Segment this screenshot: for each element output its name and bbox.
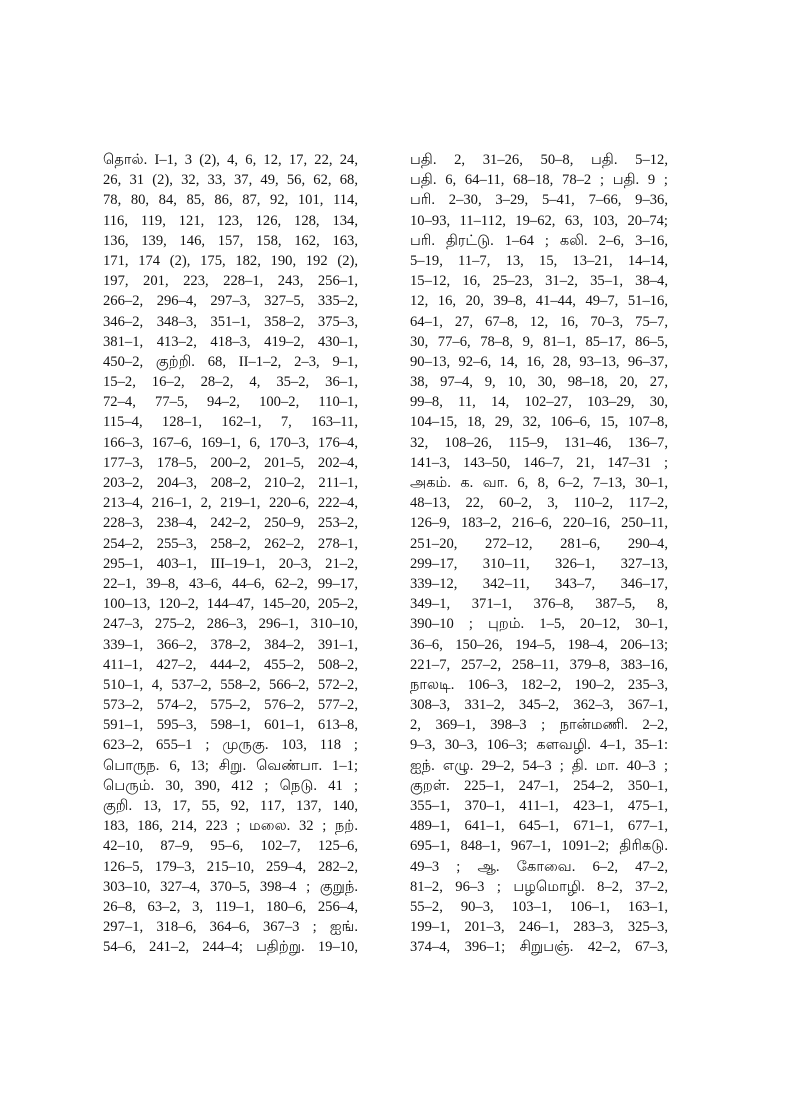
text-line: 81–2, 96–3 ; பழமொழி. 8–2, 37–2,: [410, 878, 668, 895]
text-line: 295–1, 403–1, III–19–1, 20–3, 21–2,: [103, 555, 358, 572]
text-line: 213–4, 216–1, 2, 219–1, 220–6, 222–4,: [103, 495, 358, 512]
text-line: 573–2, 574–2, 575–2, 576–2, 577–2,: [103, 697, 358, 714]
text-line: 36–6, 150–26, 194–5, 198–4, 206–13;: [410, 636, 668, 653]
text-line: 2, 369–1, 398–3 ; நான்மணி. 2–2,: [410, 717, 668, 734]
text-line: 141–3, 143–50, 146–7, 21, 147–31 ;: [410, 454, 668, 471]
text-line: 308–3, 331–2, 345–2, 362–3, 367–1,: [410, 697, 668, 714]
text-line: 489–1, 641–1, 645–1, 671–1, 677–1,: [410, 818, 668, 835]
text-line: 22–1, 39–8, 43–6, 44–6, 62–2, 99–17,: [103, 575, 358, 592]
text-line: 247–3, 275–2, 286–3, 296–1, 310–10,: [103, 616, 358, 633]
text-line: 339–12, 342–11, 343–7, 346–17,: [410, 575, 668, 592]
text-line: 10–93, 11–112, 19–62, 63, 103, 20–74;: [410, 212, 668, 229]
text-line: 339–1, 366–2, 378–2, 384–2, 391–1,: [103, 636, 358, 653]
text-line: 12, 16, 20, 39–8, 41–44, 49–7, 51–16,: [410, 293, 668, 310]
text-line: 55–2, 90–3, 103–1, 106–1, 163–1,: [410, 898, 668, 915]
text-line: 54–6, 241–2, 244–4; பதிற்று. 19–10,: [103, 939, 358, 956]
text-line: 72–4, 77–5, 94–2, 100–2, 110–1,: [103, 394, 358, 411]
text-line: தொல். I–1, 3 (2), 4, 6, 12, 17, 22, 24,: [103, 152, 358, 168]
text-line: நாலடி. 106–3, 182–2, 190–2, 235–3,: [410, 676, 668, 693]
text-line: 42–10, 87–9, 95–6, 102–7, 125–6,: [103, 838, 358, 855]
text-line: 104–15, 18, 29, 32, 106–6, 15, 107–8,: [410, 414, 668, 431]
text-line: 136, 139, 146, 157, 158, 162, 163,: [103, 232, 358, 249]
text-line: 48–13, 22, 60–2, 3, 110–2, 117–2,: [410, 495, 668, 512]
text-line: 510–1, 4, 537–2, 558–2, 566–2, 572–2,: [103, 676, 358, 693]
text-line: 15–12, 16, 25–23, 31–2, 35–1, 38–4,: [410, 273, 668, 290]
text-line: 30, 77–6, 78–8, 9, 81–1, 85–17, 86–5,: [410, 333, 668, 350]
text-line: 695–1, 848–1, 967–1, 1091–2; திரிகடு.: [410, 838, 668, 855]
text-line: 9–3, 30–3, 106–3; களவழி. 4–1, 35–1:: [410, 737, 668, 754]
text-line: 450–2, குற்றி. 68, II–1–2, 2–3, 9–1,: [103, 353, 358, 370]
text-line: 26, 31 (2), 32, 33, 37, 49, 56, 62, 68,: [103, 172, 358, 189]
text-line: ஐந். எழு. 29–2, 54–3 ; தி. மா. 40–3 ;: [410, 757, 668, 774]
left-column: [103, 150, 358, 958]
text-line: 346–2, 348–3, 351–1, 358–2, 375–3,: [103, 313, 358, 330]
text-line: 411–1, 427–2, 444–2, 455–2, 508–2,: [103, 656, 358, 673]
text-line: 49–3 ; ஆ. கோவை. 6–2, 47–2,: [410, 858, 668, 875]
text-line: 99–8, 11, 14, 102–27, 103–29, 30,: [410, 394, 668, 411]
text-line: 228–3, 238–4, 242–2, 250–9, 253–2,: [103, 515, 358, 532]
text-line: 166–3, 167–6, 169–1, 6, 170–3, 176–4,: [103, 434, 358, 451]
text-line: 254–2, 255–3, 258–2, 262–2, 278–1,: [103, 535, 358, 552]
text-line: 221–7, 257–2, 258–11, 379–8, 383–16,: [410, 656, 668, 673]
text-line: 115–4, 128–1, 162–1, 7, 163–11,: [103, 414, 358, 431]
text-line: 183, 186, 214, 223 ; மலை. 32 ; நற்.: [103, 818, 358, 835]
text-line: குறி. 13, 17, 55, 92, 117, 137, 140,: [103, 798, 358, 814]
text-line: 197, 201, 223, 228–1, 243, 256–1,: [103, 273, 358, 290]
text-line: 26–8, 63–2, 3, 119–1, 180–6, 256–4,: [103, 898, 358, 915]
text-line: 126–5, 179–3, 215–10, 259–4, 282–2,: [103, 858, 358, 875]
text-line: 203–2, 204–3, 208–2, 210–2, 211–1,: [103, 475, 358, 491]
text-line: பொருந. 6, 13; சிறு. வெண்பா. 1–1;: [103, 757, 358, 774]
text-line: 381–1, 413–2, 418–3, 419–2, 430–1,: [103, 333, 358, 350]
text-line: பரி. திரட்டு. 1–64 ; கலி. 2–6, 3–16,: [410, 232, 668, 249]
text-line: 32, 108–26, 115–9, 131–46, 136–7,: [410, 434, 668, 451]
text-line: 177–3, 178–5, 200–2, 201–5, 202–4,: [103, 454, 358, 471]
text-line: 15–2, 16–2, 28–2, 4, 35–2, 36–1,: [103, 374, 358, 391]
text-line: 171, 174 (2), 175, 182, 190, 192 (2),: [103, 252, 358, 269]
text-line: 374–4, 396–1; சிறுபஞ். 42–2, 67–3,: [410, 939, 668, 956]
text-line: 126–9, 183–2, 216–6, 220–16, 250–11,: [410, 515, 668, 532]
text-line: 623–2, 655–1 ; முருகு. 103, 118 ;: [103, 737, 358, 754]
text-line: 390–10 ; புறம். 1–5, 20–12, 30–1,: [410, 616, 668, 633]
text-line: 266–2, 296–4, 297–3, 327–5, 335–2,: [103, 293, 358, 310]
text-line: பெரும். 30, 390, 412 ; நெடு. 41 ;: [103, 777, 358, 794]
text-line: பதி. 6, 64–11, 68–18, 78–2 ; பதி. 9 ;: [410, 172, 668, 189]
text-line: 78, 80, 84, 85, 86, 87, 92, 101, 114,: [103, 192, 358, 209]
text-line: 299–17, 310–11, 326–1, 327–13,: [410, 555, 668, 572]
text-line: 349–1, 371–1, 376–8, 387–5, 8,: [410, 596, 668, 613]
text-line: 5–19, 11–7, 13, 15, 13–21, 14–14,: [410, 252, 668, 269]
text-line: 297–1, 318–6, 364–6, 367–3 ; ஐங்.: [103, 919, 358, 936]
text-line: 303–10, 327–4, 370–5, 398–4 ; குறுந்.: [103, 878, 358, 895]
text-line: 355–1, 370–1, 411–1, 423–1, 475–1,: [410, 798, 668, 814]
text-line: 100–13, 120–2, 144–47, 145–20, 205–2,: [103, 596, 358, 613]
text-line: பரி. 2–30, 3–29, 5–41, 7–66, 9–36,: [410, 192, 668, 209]
text-line: 591–1, 595–3, 598–1, 601–1, 613–8,: [103, 717, 358, 734]
text-line: 199–1, 201–3, 246–1, 283–3, 325–3,: [410, 919, 668, 936]
right-column: [410, 150, 668, 958]
text-line: 251–20, 272–12, 281–6, 290–4,: [410, 535, 668, 552]
text-line: 64–1, 27, 67–8, 12, 16, 70–3, 75–7,: [410, 313, 668, 330]
text-line: 38, 97–4, 9, 10, 30, 98–18, 20, 27,: [410, 374, 668, 391]
text-line: பதி. 2, 31–26, 50–8, பதி. 5–12,: [410, 152, 668, 168]
text-line: அகம். க. வா. 6, 8, 6–2, 7–13, 30–1,: [410, 475, 668, 491]
text-line: 90–13, 92–6, 14, 16, 28, 93–13, 96–37,: [410, 353, 668, 370]
text-line: 116, 119, 121, 123, 126, 128, 134,: [103, 212, 358, 229]
text-line: குறள். 225–1, 247–1, 254–2, 350–1,: [410, 777, 668, 794]
